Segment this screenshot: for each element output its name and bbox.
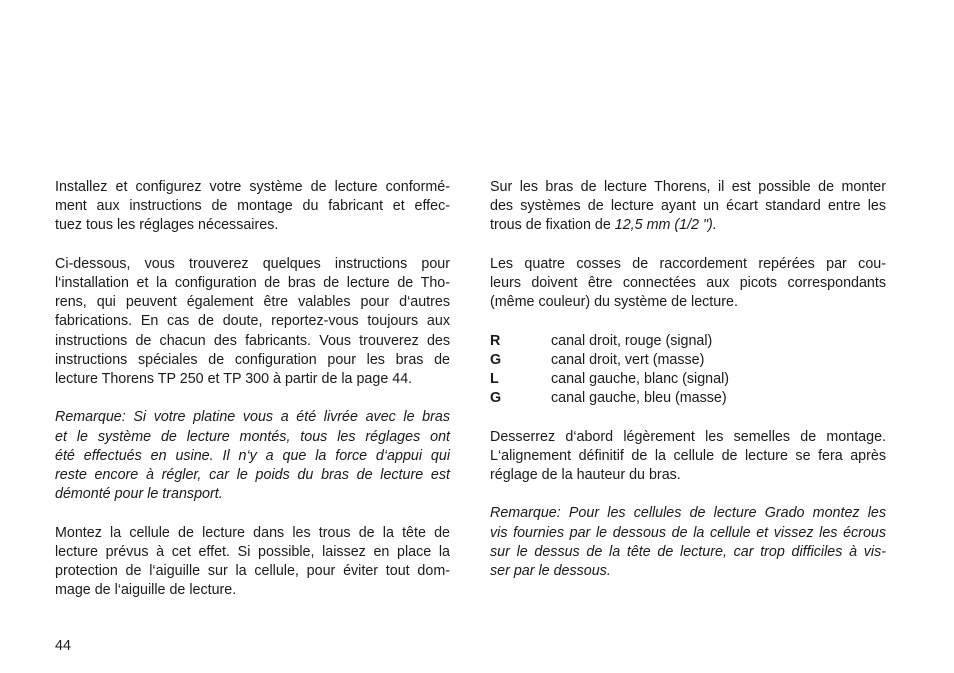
remark-grado-cartridges — [490, 504, 886, 581]
text-line: Desserrez d‘abord légèrement les semelles de montage. — [490, 428, 886, 445]
left-column — [55, 178, 450, 620]
text-line: Installez et configurez votre système de lecture conformé- — [55, 179, 450, 195]
text-line: instructions de chacun des fabricants. Vous trouverez des — [55, 332, 450, 349]
paragraph-connection-lugs — [490, 255, 886, 313]
page-number: 44 — [55, 638, 71, 654]
code-row — [490, 389, 886, 408]
text-line: Remarque: Pour les cellules de lecture Grado montez les — [490, 505, 886, 522]
code-key: G — [490, 351, 502, 368]
text-line: L‘alignement définitif de la cellule de lecture se fera après — [490, 447, 886, 464]
text-line: sur le dessus de la tête de lecture, car trop difficiles à vis- — [490, 543, 886, 560]
text-line: Remarque: Si votre platine vous a été livrée avec le bras — [55, 409, 450, 426]
code-row — [490, 370, 886, 389]
text-line: instructions spéciales de configuration pour les bras de — [55, 351, 450, 368]
paragraph-mount-cartridge — [55, 524, 450, 601]
paragraph-instructions — [55, 255, 450, 389]
paragraph-install-intro — [55, 178, 450, 236]
remark-factory-settings — [55, 408, 450, 504]
text-line: ment aux instructions de montage du fabricant et effec- — [55, 198, 450, 215]
text-line: l‘installation et la configuration de bras de lecture de Tho- — [55, 275, 450, 291]
text-line: Montez la cellule de lecture dans les trous de la tête de — [55, 524, 450, 541]
text-line: tuez tous les réglages nécessaires. — [55, 217, 279, 234]
text-fragment: trous de fixation de — [490, 217, 615, 234]
text-line: lecture prévus à cet effet. Si possible, laissez en place la — [55, 543, 450, 560]
text-line: réglage de la hauteur du bras. — [490, 466, 681, 483]
code-description: canal droit, rouge (signal) — [551, 332, 713, 349]
code-row — [490, 332, 886, 351]
code-row — [490, 351, 886, 370]
text-line: Ci-dessous, vous trouverez quelques instructions pour — [55, 255, 450, 272]
text-line: rens, qui peuvent également être valables pour d‘autres — [55, 294, 450, 311]
paragraph-thorens-arms — [490, 178, 886, 236]
text-line — [490, 216, 886, 235]
text-line: reste encore à régler, car le poids du bras de lecture est — [55, 467, 450, 484]
text-line: ser par le dessous. — [490, 562, 611, 579]
right-column — [490, 178, 886, 600]
code-description: canal gauche, bleu (masse) — [551, 390, 727, 407]
text-line: Sur les bras de lecture Thorens, il est possible de monter — [490, 179, 886, 195]
text-line: et le système de lecture montés, tous les réglages ont — [55, 428, 450, 445]
code-description: canal gauche, blanc (signal) — [551, 370, 730, 387]
code-key: L — [490, 370, 499, 387]
text-line: fabrications. En cas de doute, reportez-vous toujours aux — [55, 313, 450, 330]
text-line: mage de l‘aiguille de lecture. — [55, 582, 237, 599]
measurement-text: 12,5 mm (1/2 "). — [614, 217, 717, 234]
code-description: canal droit, vert (masse) — [551, 351, 705, 368]
text-line: vis fournies par le dessous de la cellule et vissez les écrous — [490, 524, 886, 541]
code-key: R — [490, 332, 501, 349]
code-key: G — [490, 390, 502, 407]
text-line: démonté pour le transport. — [55, 486, 223, 503]
text-line: lecture Thorens TP 250 et TP 300 à partir de la page 44. — [55, 371, 413, 388]
text-line: leurs doivent être connectées aux picots correspondants — [490, 275, 886, 291]
text-line: Les quatre cosses de raccordement repérées par cou- — [490, 255, 886, 272]
wire-color-code-list — [490, 332, 886, 409]
text-line: (même couleur) du système de lecture. — [490, 294, 738, 311]
text-line: des systèmes de lecture ayant un écart standard entre les — [490, 198, 886, 215]
paragraph-loosen-mounts — [490, 428, 886, 486]
text-line: été effectués en usine. Il n‘y a que la force d‘appui qui — [55, 447, 450, 464]
text-line: protection de l‘aiguille sur la cellule, pour éviter tout dom- — [55, 563, 450, 580]
